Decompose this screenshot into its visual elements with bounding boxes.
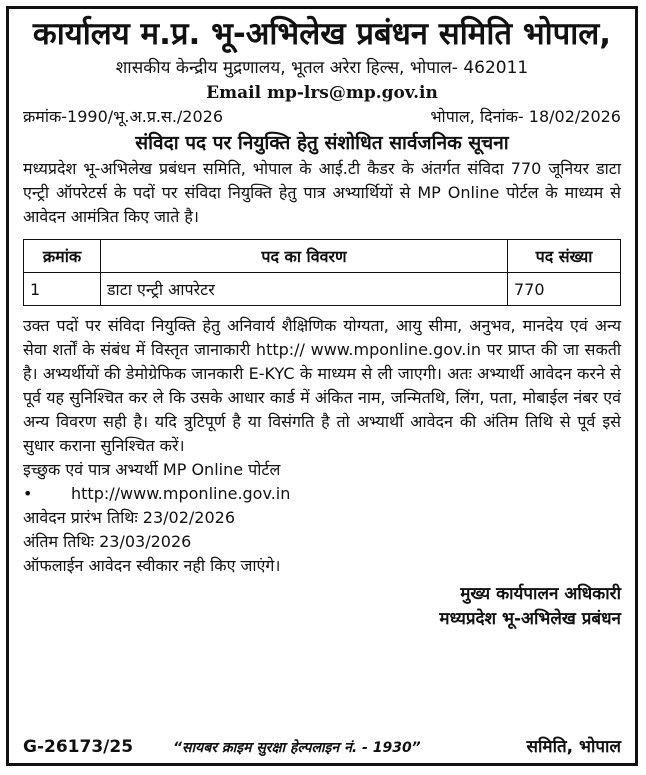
signature-organisation: मध्यप्रदेश भू-अभिलेख प्रबंधन bbox=[439, 609, 621, 629]
eligibility-details: उक्त पदों पर संविदा नियुक्ति हेतु अनिवार्य शैक्षिणिक योग्यता, आयु सीमा, अनुभव, मानदेय एवं अन्य सेवा शर्तों के संबंध में विस्तृत जानाकारी http:// www.mponline.gov.in पर प्राप्त की जा सकती है। अभ्यर्थीयों की डेमोग्रेफिक जानकारी E-KYC के माध्यम से ली जाएगी। अतः अभ्यार्थी आवेदन करने से पूर्व यह सुनिश्चित कर ले कि उसके आधार कार्ड में अंकित नाम, जन्मितथि, लिंग, पता, मोबाईल नंबर एवं अन्य विवरण सही है। यदि त्रुटिपूर्ण है या विसंगति है तो अभ्यार्थी आवेदन की अंतिम तिथि से पूर्व इसे सुधार कराना सुनिश्चित करें। bbox=[23, 316, 621, 455]
posts-table bbox=[23, 239, 621, 306]
header-serial: क्रमांक bbox=[24, 240, 101, 273]
table-header-row bbox=[24, 240, 621, 273]
notice-content bbox=[23, 9, 621, 632]
application-last-date: अंतिम तिथिः 23/03/2026 bbox=[23, 532, 192, 551]
portal-url-link[interactable]: http://www.mponline.gov.in bbox=[71, 484, 291, 503]
reference-number: क्रमांक-1990/भू.अ.प्र.स./2026 bbox=[23, 107, 224, 126]
cell-post-count: 770 bbox=[508, 273, 621, 306]
cyber-helpline: “सायबर क्राइम सुरक्षा हेल्पलाइन नं. - 1930” bbox=[173, 740, 421, 756]
cell-post-description: डाटा एन्ट्री आपरेटर bbox=[101, 273, 508, 306]
bullet-icon: • bbox=[23, 484, 33, 503]
offline-note: ऑफलाईन आवेदन स्वीकार नही किए जाएंगे। bbox=[23, 556, 281, 575]
portal-line: इच्छुक एवं पात्र अभ्यर्थी MP Online पोर्टल bbox=[23, 460, 281, 479]
signature-committee: समिति, भोपाल bbox=[526, 737, 621, 757]
advertisement-code: G-26173/25 bbox=[23, 737, 134, 757]
signature-title: मुख्य कार्यपालन अधिकारी bbox=[460, 584, 621, 604]
notice-intro: मध्यप्रदेश भू-अभिलेख प्रबंधन समिति, भोपाल के आई.टी कैडर के अंतर्गत संविदा 770 जूनियर डाटा एन्ट्री ऑपरेटर्स के पदों पर संविदा नियुक्ति हेतु पात्र अभ्यार्थियों से MP Online पोर्टल के माध्यम से आवेदन आमंत्रित किए जाते है। bbox=[23, 159, 621, 226]
header-post-count: पद संख्या bbox=[508, 240, 621, 273]
office-address: शासकीय केन्द्रीय मुद्रणालय, भूतल अरेरा हिल्स, भोपाल- 462011 bbox=[115, 58, 529, 78]
application-start-date: आवेदन प्रारंभ तिथिः 23/02/2026 bbox=[23, 508, 236, 527]
portal-url-item bbox=[23, 482, 621, 506]
footer-row bbox=[9, 734, 635, 757]
place-date: भोपाल, दिनांक- 18/02/2026 bbox=[430, 107, 621, 126]
office-title: कार्यालय म.प्र. भू-अभिलेख प्रबंधन समिति भोपाल, bbox=[32, 16, 612, 52]
header-post-description: पद का विवरण bbox=[101, 240, 508, 273]
cell-serial: 1 bbox=[24, 273, 101, 306]
table-row bbox=[24, 273, 621, 306]
reference-line bbox=[23, 105, 621, 129]
office-email: Email mp-lrs@mp.gov.in bbox=[206, 83, 438, 103]
notice-frame bbox=[6, 6, 638, 766]
notice-heading: संविदा पद पर नियुक्ति हेतु संशोधित सार्वजनिक सूचना bbox=[135, 132, 509, 154]
